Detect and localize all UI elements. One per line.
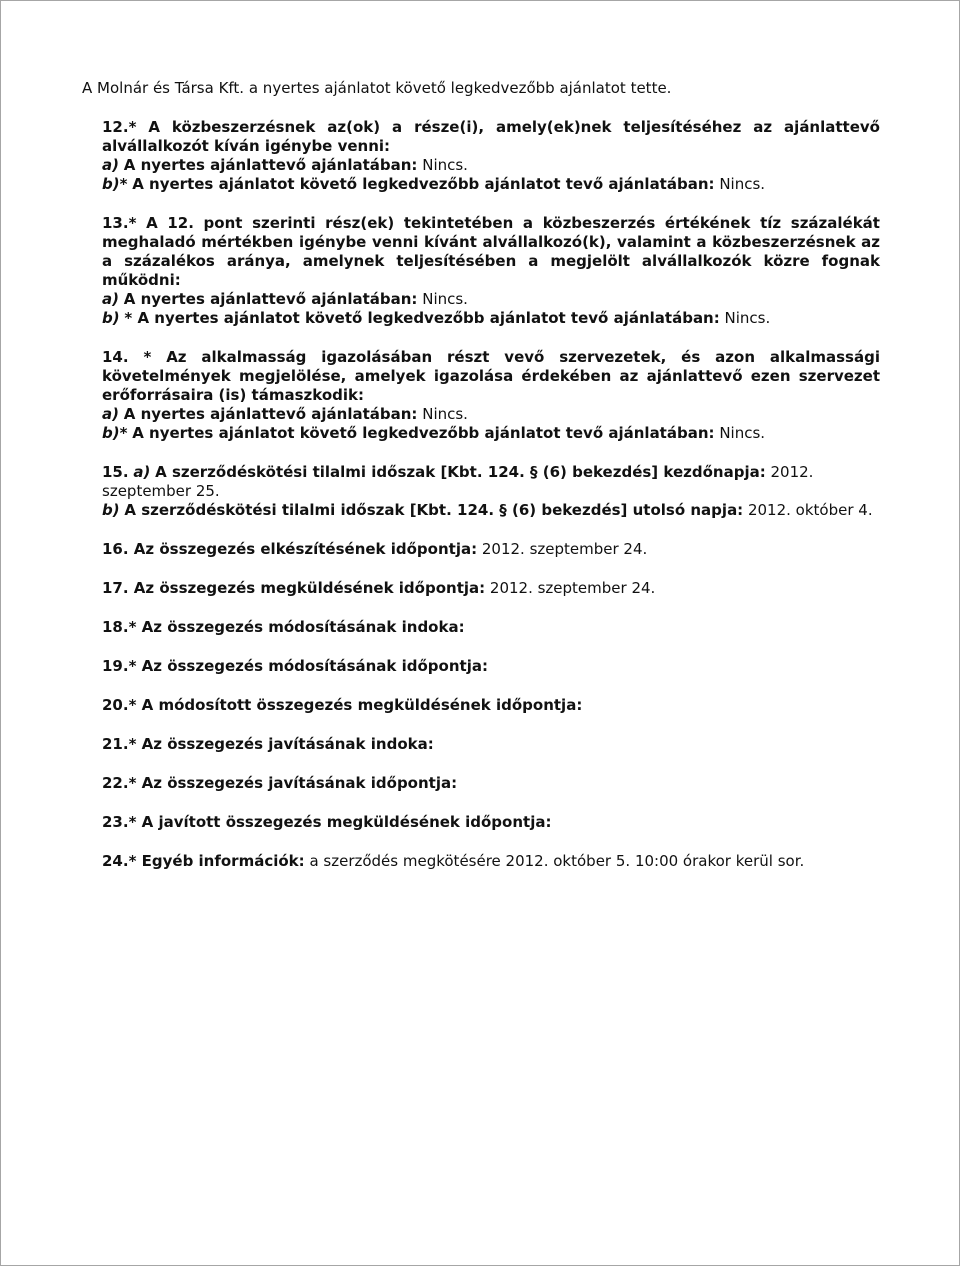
section-15-number: 15.	[102, 463, 129, 481]
section-20-label: 20.* A módosított összegezés megküldésének időpontja:	[102, 696, 583, 714]
section-12-a-label: a)	[102, 156, 119, 174]
section-14-text: * Az alkalmasság igazolásában részt vevő szervezetek, és azon alkalmassági követelmények megjelölése, amelyek igazolása érdekében az ajánlattevő ezen szervezet erőforrásaira (is) támaszkodik:	[102, 348, 880, 404]
section-15-a-label: a)	[133, 463, 151, 481]
section-14-b	[102, 424, 880, 443]
section-12-text: A közbeszerzésnek az(ok) a része(i), amely(ek)nek teljesítéséhez az ajánlattevő alvállalkozót kíván igénybe venni:	[102, 118, 880, 155]
section-16	[82, 540, 880, 559]
section-22-label: 22.* Az összegezés javításának időpontja:	[102, 774, 458, 792]
section-24	[82, 852, 880, 871]
document-body	[82, 79, 880, 871]
section-13	[82, 214, 880, 328]
section-12-b-text: A nyertes ajánlatot követő legkedvezőbb ajánlatot tevő ajánlatában:	[132, 175, 715, 193]
section-14-b-text: A nyertes ajánlatot követő legkedvezőbb ajánlatot tevő ajánlatában:	[132, 424, 715, 442]
section-15-b	[102, 501, 880, 520]
section-17-value: 2012. szeptember 24.	[489, 579, 656, 597]
section-15-b-value: 2012. október 4.	[747, 501, 873, 519]
section-14-heading	[102, 348, 880, 405]
section-21-label: 21.* Az összegezés javításának indoka:	[102, 735, 434, 753]
section-16-value: 2012. szeptember 24.	[481, 540, 648, 558]
section-13-a-label: a)	[102, 290, 119, 308]
section-13-a	[102, 290, 880, 309]
section-12-a	[102, 156, 880, 175]
section-13-heading	[102, 214, 880, 290]
section-15-a-value: 2012. szeptember 25.	[102, 463, 814, 500]
section-15-a-text: A szerződéskötési tilalmi időszak [Kbt. 124. § (6) bekezdés] kezdőnapja:	[155, 463, 766, 481]
section-17-label: 17. Az összegezés megküldésének időpontja:	[102, 579, 486, 597]
section-14-a-text: A nyertes ajánlattevő ajánlatában:	[123, 405, 418, 423]
section-12-b-value: Nincs.	[719, 175, 766, 193]
section-17	[82, 579, 880, 598]
section-12-a-value: Nincs.	[422, 156, 468, 174]
section-13-b-text: * A nyertes ajánlatot követő legkedvezőbb ajánlatot tevő ajánlatában:	[124, 309, 720, 327]
section-16-label: 16. Az összegezés elkészítésének időpontja:	[102, 540, 478, 558]
section-15	[82, 463, 880, 520]
section-18-label: 18.* Az összegezés módosításának indoka:	[102, 618, 465, 636]
section-12	[82, 118, 880, 194]
section-13-a-text: A nyertes ajánlattevő ajánlatában:	[123, 290, 418, 308]
section-19-label: 19.* Az összegezés módosításának időpontja:	[102, 657, 488, 675]
section-14-a-label: a)	[102, 405, 119, 423]
section-14-b-label: b)*	[102, 424, 128, 442]
section-24-value: a szerződés megkötésére 2012. október 5. 10:00 órakor kerül sor.	[309, 852, 805, 870]
section-14	[82, 348, 880, 443]
section-14-number: 14.	[102, 348, 129, 366]
section-13-b	[102, 309, 880, 328]
section-13-b-value: Nincs.	[724, 309, 771, 327]
section-13-text: A 12. pont szerinti rész(ek) tekintetében a közbeszerzés értékének tíz százalékát meghaladó mértékben igénybe venni kívánt alvállalkozó(k), valamint a közbeszerzésnek az a százalékos aránya, amelynek teljesítésében a megjelölt alvállalkozók közre fognak működni:	[102, 214, 880, 289]
section-15-b-text: A szerződéskötési tilalmi időszak [Kbt. 124. § (6) bekezdés] utolsó napja:	[124, 501, 744, 519]
section-15-b-label: b)	[102, 501, 120, 519]
section-13-number: 13.*	[102, 214, 137, 232]
section-13-b-label: b)	[102, 309, 120, 327]
section-24-label: 24.* Egyéb információk:	[102, 852, 305, 870]
section-14-b-value: Nincs.	[719, 424, 766, 442]
section-12-b	[102, 175, 880, 194]
section-12-number: 12.*	[102, 118, 137, 136]
section-12-heading	[102, 118, 880, 156]
section-14-a-value: Nincs.	[422, 405, 468, 423]
section-14-a	[102, 405, 880, 424]
section-12-b-label: b)*	[102, 175, 128, 193]
intro-paragraph: A Molnár és Társa Kft. a nyertes ajánlatot követő legkedvezőbb ajánlatot tette.	[82, 79, 672, 97]
section-12-a-text: A nyertes ajánlattevő ajánlatában:	[123, 156, 418, 174]
section-13-a-value: Nincs.	[422, 290, 468, 308]
section-15-a	[102, 463, 880, 501]
section-23-label: 23.* A javított összegezés megküldésének időpontja:	[102, 813, 552, 831]
